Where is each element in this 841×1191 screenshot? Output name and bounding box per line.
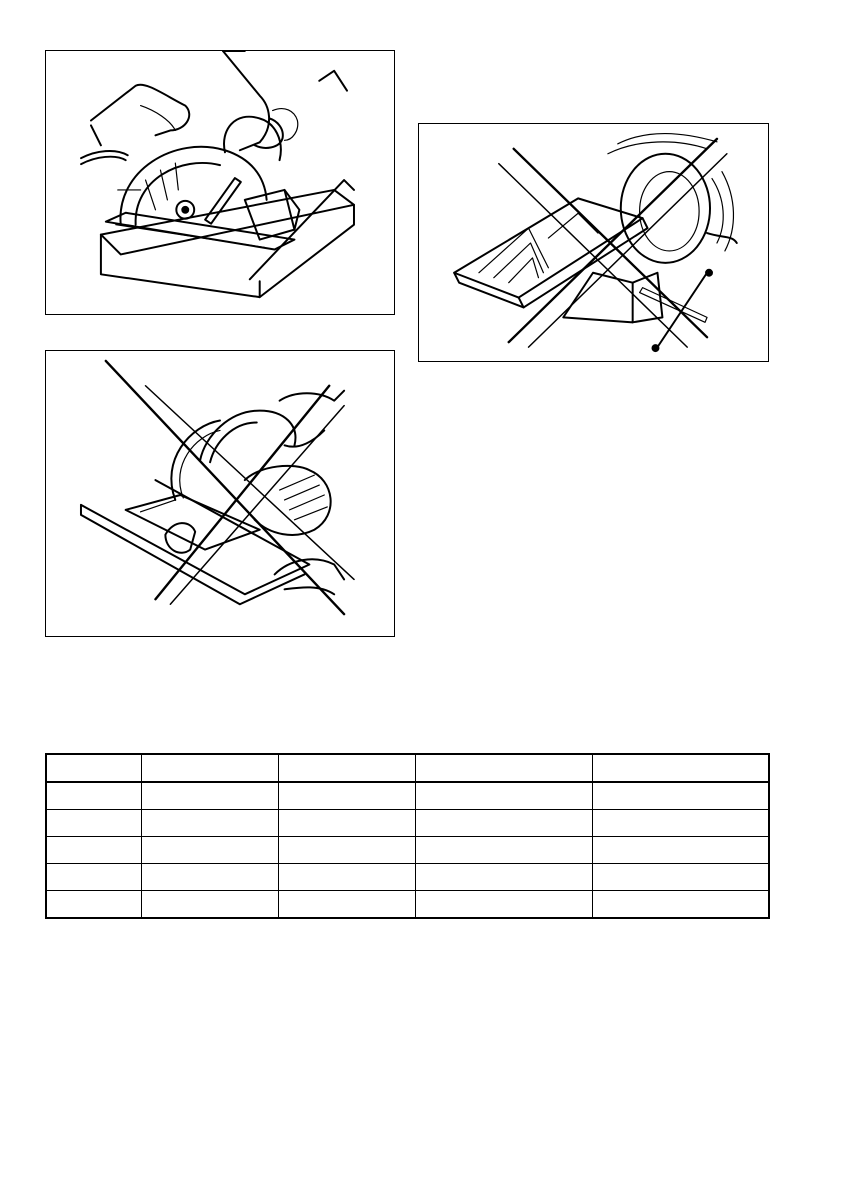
table-cell: [141, 891, 278, 919]
table-cell: [278, 837, 415, 864]
table-cell: [592, 782, 769, 810]
table-row: [46, 837, 769, 864]
table-cell: [278, 891, 415, 919]
table-row: [46, 782, 769, 810]
specification-table: [45, 753, 770, 919]
table-row: [46, 864, 769, 891]
table-cell: [46, 754, 141, 782]
table-cell: [141, 754, 278, 782]
table-cell: [46, 837, 141, 864]
figure-saw-correct-use: [45, 50, 395, 315]
table-cell: [278, 864, 415, 891]
table-cell: [592, 810, 769, 837]
specification-table-body: [46, 754, 769, 918]
table-cell: [141, 810, 278, 837]
table-cell: [278, 810, 415, 837]
table-cell: [46, 782, 141, 810]
table-row: [46, 891, 769, 919]
table-cell: [592, 837, 769, 864]
circular-saw-illustration: [46, 51, 394, 314]
table-cell: [278, 754, 415, 782]
table-cell: [141, 864, 278, 891]
table-cell: [415, 891, 592, 919]
figure-hand-under-workpiece-crossed-out: [45, 350, 395, 637]
table-cell: [46, 864, 141, 891]
table-cell: [46, 810, 141, 837]
table-cell: [141, 782, 278, 810]
table-cell: [415, 837, 592, 864]
table-cell: [415, 810, 592, 837]
table-cell: [592, 864, 769, 891]
table-cell: [592, 891, 769, 919]
table-row: [46, 810, 769, 837]
table-cell: [278, 782, 415, 810]
figure-cutoff-saw-crossed-out: [418, 123, 769, 362]
table-cell: [415, 782, 592, 810]
table-header-row: [46, 754, 769, 782]
table-cell: [141, 837, 278, 864]
table-cell: [415, 864, 592, 891]
incorrect-grip-illustration: [46, 351, 394, 636]
cutoff-saw-illustration: [419, 124, 768, 361]
table-cell: [415, 754, 592, 782]
table-cell: [592, 754, 769, 782]
table-cell: [46, 891, 141, 919]
